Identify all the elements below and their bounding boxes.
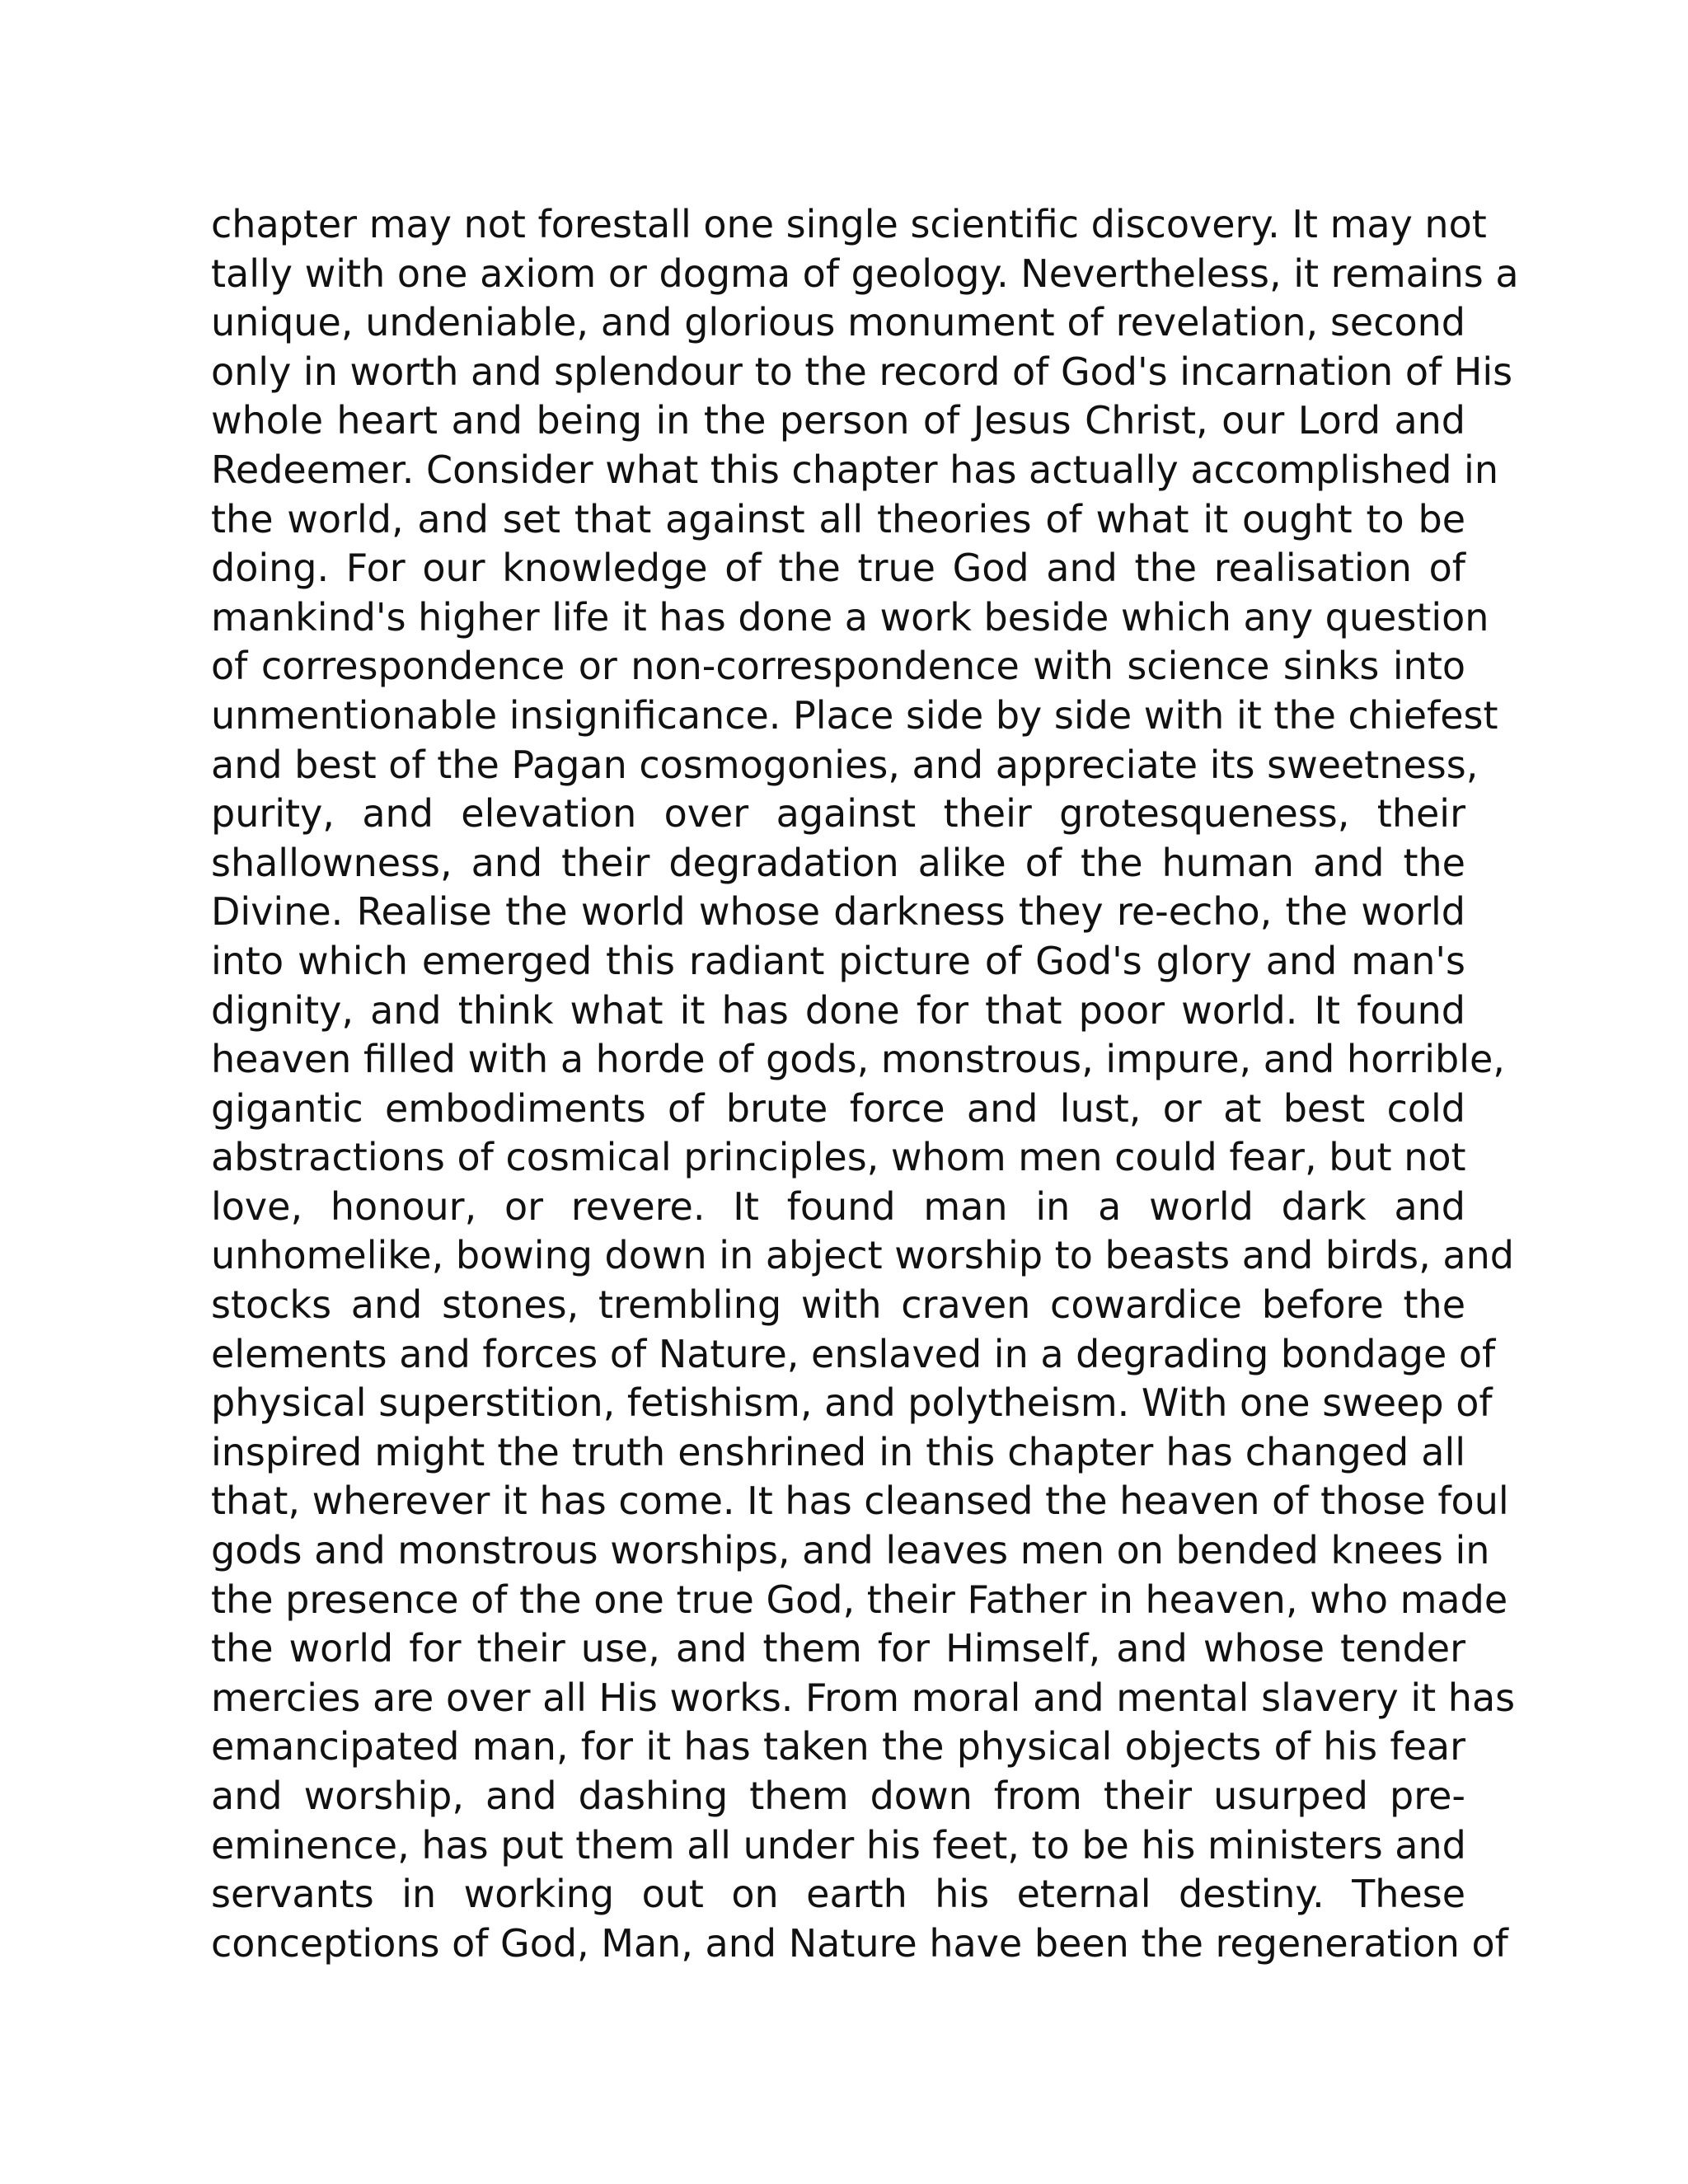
text-line: elements and forces of Nature, enslaved in a degrading bondage of (211, 1331, 1496, 1376)
text-line: emancipated man, for it has taken the physical objects of his fear (211, 1724, 1465, 1769)
text-line: only in worth and splendour to the record of God's incarnation of His (211, 349, 1513, 394)
text-line: unique, undeniable, and glorious monument of revelation, second (211, 300, 1465, 345)
text-line: physical superstition, fetishism, and polytheism. With one sweep of (211, 1380, 1493, 1426)
text-line: purity, and elevation over against their grotesqueness, their (211, 791, 1465, 837)
text-line: love, honour, or revere. It found man in a world dark and (211, 1183, 1465, 1229)
text-line: that, wherever it has come. It has cleansed the heaven of those foul (211, 1479, 1509, 1524)
text-line: Divine. Realise the world whose darkness they re-echo, the world (211, 889, 1465, 935)
text-line: whole heart and being in the person of Jesus Christ, our Lord and (211, 398, 1465, 443)
text-line: chapter may not forestall one single scientific discovery. It may not (211, 202, 1487, 246)
text-line: into which emerged this radiant picture of God's glory and man's (211, 938, 1465, 983)
text-line: mercies are over all His works. From moral and mental slavery it has (211, 1675, 1516, 1720)
text-line: mankind's higher life it has done a work beside which any question (211, 594, 1489, 640)
text-line: doing. For our knowledge of the true God and the realisation of (211, 546, 1465, 591)
text-line: dignity, and think what it has done for that poor world. It found (211, 987, 1465, 1033)
text-line: servants in working out on earth his eternal destiny. These (211, 1872, 1465, 1917)
text-line: the world for their use, and them for Himself, and whose tender (211, 1626, 1465, 1671)
text-line: abstractions of cosmical principles, whom men could fear, but not (211, 1135, 1466, 1180)
text-line: stocks and stones, trembling with craven cowardice before the (211, 1282, 1465, 1328)
text-line: of correspondence or non-correspondence with science sinks into (211, 644, 1465, 689)
body-text (211, 200, 1519, 1968)
text-line: gigantic embodiments of brute force and lust, or at best cold (211, 1085, 1465, 1131)
text-line: eminence, has put them all under his feet, to be his ministers and (211, 1822, 1466, 1868)
text-line: unhomelike, bowing down in abject worship to beasts and birds, and (211, 1233, 1514, 1278)
text-line: the world, and set that against all theories of what it ought to be (211, 496, 1465, 541)
text-line: and best of the Pagan cosmogonies, and appreciate its sweetness, (211, 742, 1479, 787)
text-line: the presence of the one true God, their Father in heaven, who made (211, 1577, 1508, 1622)
text-line: tally with one axiom or dogma of geology. Nevertheless, it remains a (211, 251, 1519, 296)
text-line: Redeemer. Consider what this chapter has actually accomplished in (211, 447, 1498, 492)
text-line: conceptions of God, Man, and Nature have been the regeneration of (211, 1920, 1508, 1966)
text-line: and worship, and dashing them down from their usurped pre- (211, 1774, 1465, 1818)
text-line: heaven filled with a horde of gods, monstrous, impure, and horrible, (211, 1037, 1505, 1082)
text-line: inspired might the truth enshrined in this chapter has changed all (211, 1429, 1465, 1474)
text-line: unmentionable insignificance. Place side by side with it the chiefest (211, 692, 1498, 738)
text-line: shallowness, and their degradation alike of the human and the (211, 840, 1465, 885)
text-line: gods and monstrous worships, and leaves men on bended knees in (211, 1528, 1490, 1573)
